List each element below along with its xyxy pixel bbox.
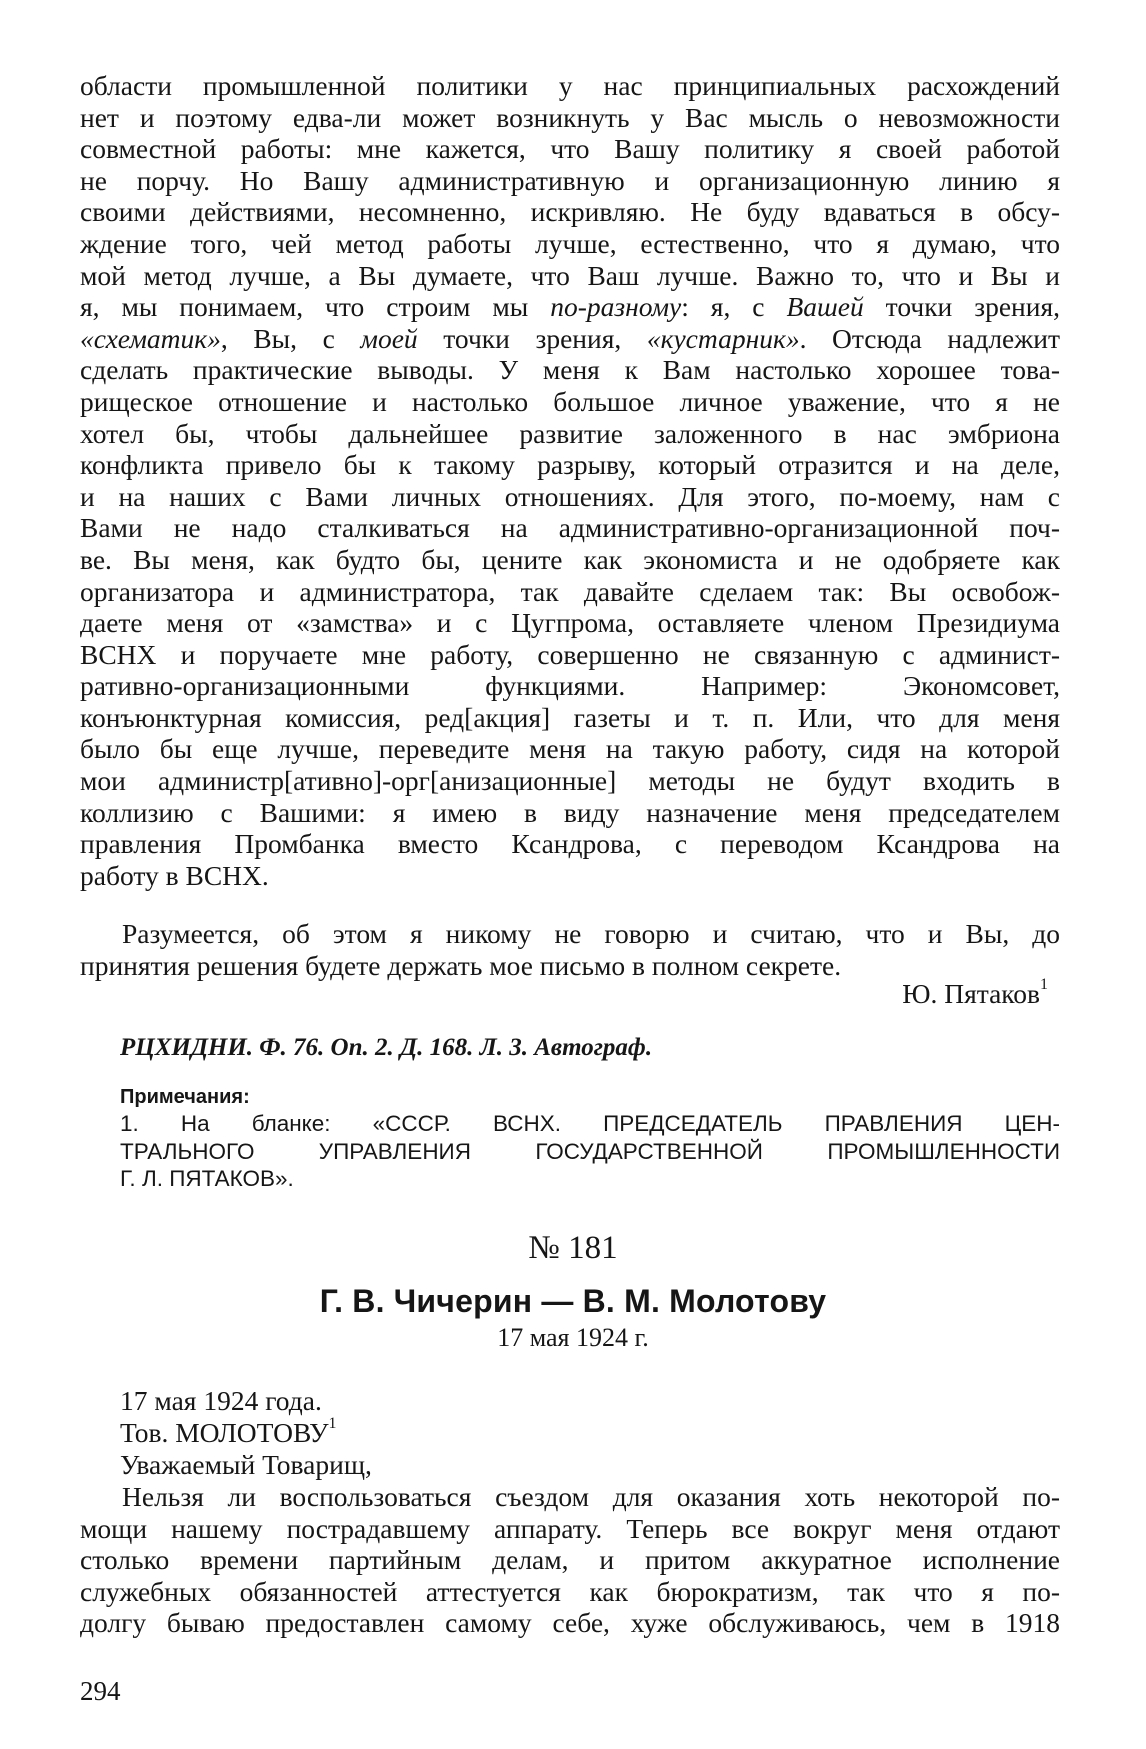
text-line: Нельзя ли воспользоваться съездом для оказания хоть некоторой по- — [122, 1481, 1060, 1512]
text-line: своими действиями, несомненно, искривляю. Не буду вдаваться в обсу- — [80, 196, 1060, 228]
text-line: ративно-организационными функциями. Например: Экономсовет, — [80, 670, 1060, 702]
archive-source: РЦХИДНИ. Ф. 76. Оп. 2. Д. 168. Л. 3. Автограф. — [120, 1034, 653, 1061]
text-line: ве. Вы меня, как будто бы, цените как экономиста и не одобряете как — [80, 543, 1060, 575]
note-line: 1. На бланке: «СССР. ВСНХ. ПРЕДСЕДАТЕЛЬ ПРАВЛЕНИЯ ЦЕН- — [120, 1111, 1060, 1136]
letter-body-pyatakov — [80, 70, 1060, 891]
text-line: и на наших с Вами личных отношениях. Для этого, по-моему, нам с — [80, 480, 1060, 512]
letter-body-chicherin — [80, 1481, 1060, 1639]
text-line-italic-mix: «схематик», Вы, с моей точки зрения, «кустарник». Отсюда надлежит — [80, 322, 1060, 354]
text-line: коллизию с Вашими: я имею в виду назначение меня председателем — [80, 796, 1060, 828]
text-line: мои администр[ативно]-орг[анизационные] методы не будут входить в — [80, 765, 1060, 797]
text-line: Разумеется, об этом я никому не говорю и считаю, что и Вы, до — [122, 918, 1060, 949]
letter-addressee: Тов. МОЛОТОВУ$^1$ — [120, 1415, 337, 1448]
text-line: ВСНХ и поручаете мне работу, совершенно не связанную с админист- — [80, 638, 1060, 670]
text-line: долгу бываю предоставлен самому себе, хуже обслуживаюсь, чем в 1918 — [80, 1607, 1060, 1639]
text-line: не порчу. Но Вашу административную и организационную линию я — [80, 164, 1060, 196]
text-line: принятия решения будете держать мое письмо в полном секрете. — [80, 949, 842, 981]
text-line-italic-mix: я, мы понимаем, что строим мы по-разному: я, с Вашей точки зрения, — [80, 291, 1060, 323]
note-line: ТРАЛЬНОГО УПРАВЛЕНИЯ ГОСУДАРСТВЕННОЙ ПРОМЫШЛЕННОСТИ — [120, 1138, 1060, 1164]
text-line: хотел бы, чтобы дальнейшее развитие заложенного в нас эмбриона — [80, 417, 1060, 449]
letter-salutation: Уважаемый Товарищ, — [120, 1449, 372, 1480]
letter-paragraph-secret — [80, 918, 1060, 981]
note-line: Г. Л. ПЯТАКОВ». — [120, 1166, 294, 1191]
document-title: Г. В. Чичерин — В. М. Молотову — [319, 1283, 827, 1319]
text-line: служебных обязанностей аттестуется как бюрократизм, так что я по- — [80, 1575, 1060, 1607]
text-line: было бы еще лучше, переведите меня на такую работу, сидя на которой — [80, 733, 1060, 765]
text-line: даете меня от «замства» и с Цугпрома, оставляете членом Президиума — [80, 607, 1060, 639]
text-line: столько времени партийным делам, и притом аккуратное исполнение — [80, 1544, 1060, 1576]
text-line: совместной работы: мне кажется, что Вашу политику я своей работой — [80, 133, 1060, 165]
notes-heading: Примечания: — [120, 1086, 250, 1108]
text-line: конфликта привело бы к такому разрыву, который отразится и на деле, — [80, 449, 1060, 481]
text-line: Вами не надо сталкиваться на административно-организационной поч- — [80, 512, 1060, 544]
text-line: работу в ВСНХ. — [80, 859, 269, 891]
text-line: ждение того, чей метод работы лучше, естественно, что я думаю, что — [80, 227, 1060, 259]
footnote-mark: 1 — [1040, 976, 1048, 993]
document-number: № 181 — [528, 1230, 618, 1266]
text-line: области промышленной политики у нас принципиальных расхождений — [80, 70, 1060, 101]
signature — [902, 978, 1048, 1010]
footnote-mark: 1 — [328, 1415, 337, 1432]
text-line: рищеское отношение и настолько большое личное уважение, что я не — [80, 385, 1060, 417]
text-line: конъюнктурная комиссия, ред[акция] газеты и т. п. Или, что для меня — [80, 701, 1060, 733]
signature-name: Ю. Пятаков — [902, 978, 1040, 1009]
text-line: правления Промбанка вместо Ксандрова, с переводом Ксандрова на — [80, 828, 1060, 860]
text-line: организатора и администратора, так давайте сделаем так: Вы освобож- — [80, 575, 1060, 607]
text-line: мой метод лучше, а Вы думаете, что Ваш лучше. Важно то, что и Вы и — [80, 259, 1060, 291]
text-line: мощи нашему пострадавшему аппарату. Теперь все вокруг меня отдают — [80, 1512, 1060, 1544]
text-line: сделать практические выводы. У меня к Вам настолько хорошее това- — [80, 354, 1060, 386]
page-number: 294 — [80, 1676, 121, 1706]
notes-body — [120, 1110, 1060, 1193]
text-line: нет и поэтому едва-ли может возникнуть у Вас мысль о невозможности — [80, 101, 1060, 133]
letter-date: 17 мая 1924 года. — [120, 1385, 322, 1416]
document-date: 17 мая 1924 г. — [497, 1323, 649, 1352]
